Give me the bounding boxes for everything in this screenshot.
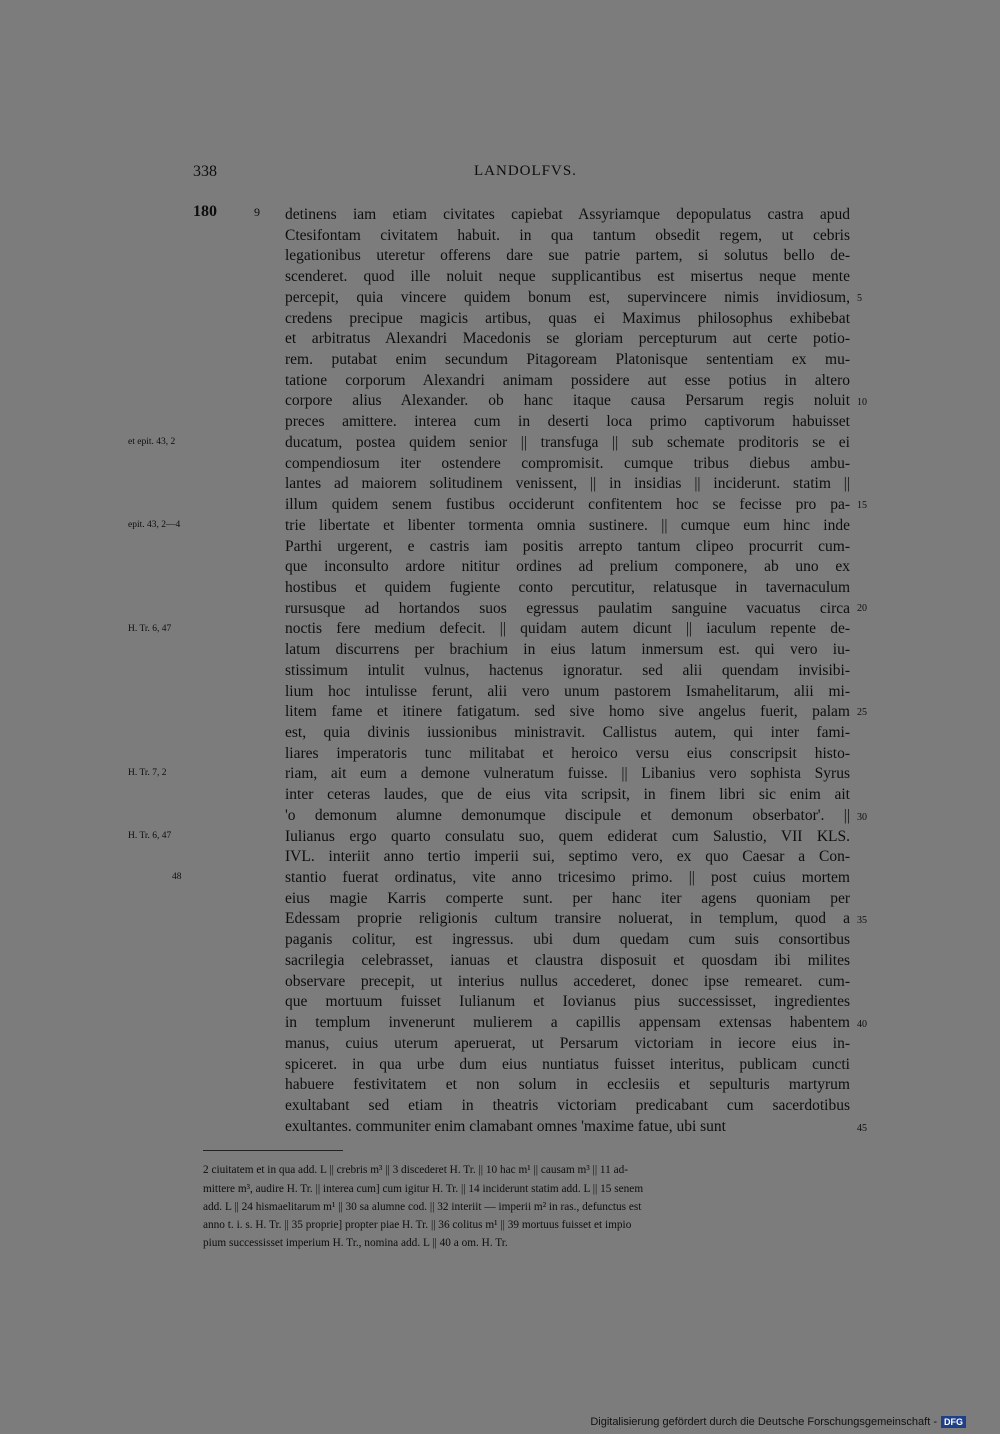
text-line: detinens iam etiam civitates capiebat Assyriamque depopulatus castra apud: [285, 206, 850, 223]
text-line: trie libertate et libenter tormenta omnia sustinere. || cumque eum hinc inde: [285, 516, 850, 534]
text-line: Ctesifontam civitatem habuit. in qua tantum obsedit regem, ut cebris: [285, 226, 850, 244]
text-line: lantes ad maiorem solitudinem venissent, || in insidias || inciderunt. statim ||: [285, 475, 850, 493]
dfg-logo: DFG: [941, 1416, 966, 1428]
text-line: in templum invenerunt mulierem a capillis appensam extensas habentem: [285, 1014, 850, 1032]
margin-note: H. Tr. 7, 2: [128, 768, 167, 778]
text-line: et arbitratus Alexandri Macedonis se gloriam percepturum aut certe potio-: [285, 330, 850, 348]
margin-note: et epit. 43, 2: [128, 437, 176, 447]
text-line: que inconsulto ardore nititur ordines ad prelium componere, ab uno ex: [285, 558, 850, 576]
line-number: 40: [857, 1019, 867, 1030]
text-line: paganis colitur, est ingressus. ubi dum quedam cum suis consortibus: [285, 931, 850, 949]
text-line: legationibus uteretur offerens dare sue patrie partem, si solutus bello de-: [285, 247, 850, 265]
text-line: observare precepit, ut interius nullus accederet, donec ipse remearet. cum-: [285, 972, 850, 990]
text-line: stissimum intulit vulnus, hactenus ignoratur. sed alii quendam invisibi-: [285, 661, 850, 679]
text-line: 'o demonum alumne demonumque discipule et demonum obserbator'. ||: [285, 806, 850, 824]
footnote-line: add. L || 24 hismaelitarum m¹ || 30 sa alumne cod. || 32 interiit — imperii m² in ras., defunctus est: [203, 1201, 642, 1213]
text-line: rursusque ad hortandos suos egressus paulatim sanguine vacuatus circa: [285, 599, 850, 617]
line-number: 15: [857, 500, 867, 511]
text-line: exultantes. communiter enim clamabant omnes 'maxime fatue, ubi sunt: [285, 1117, 726, 1135]
footnote-line: pium successisset imperium H. Tr., nomina add. L || 40 a om. H. Tr.: [203, 1237, 508, 1249]
margin-note: H. Tr. 6, 47: [128, 624, 172, 634]
text-line: scenderet. quod ille noluit neque supplicantibus est misertus neque mente: [285, 268, 850, 286]
text-line: lium hoc intulisse ferunt, alii vero unum pastorem Ismahelitarum, alii mi-: [285, 682, 850, 700]
line-number: 25: [857, 707, 867, 718]
text-line: riam, ait eum a demone vulneratum fuisse. || Libanius vero sophista Syrus: [285, 765, 850, 783]
footnote-line: mittere m³, audire H. Tr. || interea cum] cum igitur H. Tr. || 14 inciderunt statim add. L || 15 senem: [203, 1183, 644, 1195]
text-line: habuere festivitatem et non solum in ecclesiis et sepulturis martyrum: [285, 1076, 850, 1094]
text-line: manus, cuius uterum aperuerat, ut Persarum victoriam in iecore eius in-: [285, 1034, 850, 1052]
text-line: rem. putabat enim secundum Pitagoream Platonisque sententiam ex mu-: [285, 351, 850, 369]
text-line: stantio fuerat ordinatus, vite anno tricesimo primo. || post cuius mortem: [285, 869, 850, 887]
text-line: litem fame et itinere fatigatum. sed sive homo sive angelus fuerit, palam: [285, 703, 850, 721]
digitization-credit: [590, 1416, 966, 1428]
text-line: percepit, quia vincere quidem bonum est, supervincere nimis invidiosum,: [285, 288, 850, 306]
line-number: 35: [857, 915, 867, 926]
text-line: preces amittere. interea cum in deserti loca primo captivorum habuisset: [285, 413, 850, 431]
line-number: 5: [857, 293, 862, 304]
footnote-line: 2 ciuitatem et in qua add. L || crebris m³ || 3 discederet H. Tr. || 10 hac m¹ || causam m³ || 11 ad-: [203, 1164, 629, 1176]
text-line: que mortuum fuisset Iulianum et Iovianus pius successisset, ingredientes: [285, 993, 850, 1011]
text-line: IVL. interiit anno tertio imperii sui, septimo vero, ex quo Caesar a Con-: [285, 848, 850, 866]
text-line: eius magie Karris comperte sunt. per hanc iter agens quoniam per: [285, 889, 850, 907]
section-sub-number: 9: [254, 205, 260, 219]
line-number: 10: [857, 397, 867, 408]
text-line: inter ceteras laudes, que de eius vita scripsit, in finem libri sic enim ait: [285, 786, 850, 804]
text-line: ducatum, postea quidem senior || transfuga || sub schemate proditoris se ei: [285, 433, 850, 451]
text-line: noctis fere medium defecit. || quidam autem dicunt || iaculum repente de-: [285, 620, 850, 638]
text-line: sacrilegia celebrasset, ianuas et claustra disposuit et quosdam ibi milites: [285, 951, 850, 969]
margin-note: H. Tr. 6, 47: [128, 831, 172, 841]
text-line: Parthi urgerent, e castris iam positis arrepto tantum clipeo procurrit cum-: [285, 537, 850, 555]
text-line: Iulianus ergo quarto consulatu suo, quem ediderat cum Salustio, VII KLS.: [285, 827, 850, 845]
text-line: hostibus et quidem fugiente conto percutitur, relatusque in tavernaculum: [285, 578, 850, 596]
text-line: liares imperatoris tunc militabat et heroico versu eius conscripsit histo-: [285, 744, 850, 762]
line-number: 45: [857, 1123, 867, 1134]
line-number: 20: [857, 603, 867, 614]
credit-text: Digitalisierung gefördert durch die Deutsche Forschungsgemeinschaft -: [590, 1416, 937, 1428]
text-line: credens precipue magicis artibus, quas ei Maximus philosophus exhibebat: [285, 309, 850, 327]
text-line: exultabant sed etiam in theatris victoriam predicabant cum sacerdotibus: [285, 1096, 850, 1114]
text-line: est, quia divinis iussionibus ministravit. Callistus autem, qui inter fami-: [285, 724, 850, 741]
margin-note: 48: [172, 872, 182, 882]
text-line: Edessam proprie religionis cultum transire noluerat, in templum, quod a: [285, 910, 850, 928]
page-number: 338: [193, 163, 217, 180]
text-line: spiceret. in qua urbe dum eius nuntiatus fuisset interitus, publicam cuncti: [285, 1055, 850, 1073]
footnote-line: anno t. i. s. H. Tr. || 35 proprie] propter piae H. Tr. || 36 colitus m¹ || 39 mortuus fuisset et impio: [203, 1219, 632, 1231]
section-number: 180: [193, 203, 217, 220]
running-title: LANDOLFVS.: [474, 163, 577, 179]
text-line: corpore alius Alexander. ob hanc itaque causa Persarum regis noluit: [285, 392, 850, 410]
line-number: 30: [857, 812, 867, 823]
footnote-rule: [203, 1150, 343, 1151]
text-line: compendiosum iter ostendere compromisit. cumque tribus diebus ambu-: [285, 454, 850, 472]
text-line: latum discurrens per brachium in eius latum inmersum est. qui vero iu-: [285, 641, 850, 659]
text-line: illum quidem senem fustibus occiderunt confitentem hoc se fecisse pro pa-: [285, 496, 850, 514]
margin-note: epit. 43, 2—4: [128, 520, 181, 530]
text-line: tatione corporum Alexandri animam possidere aut esse potius in altero: [285, 371, 850, 389]
